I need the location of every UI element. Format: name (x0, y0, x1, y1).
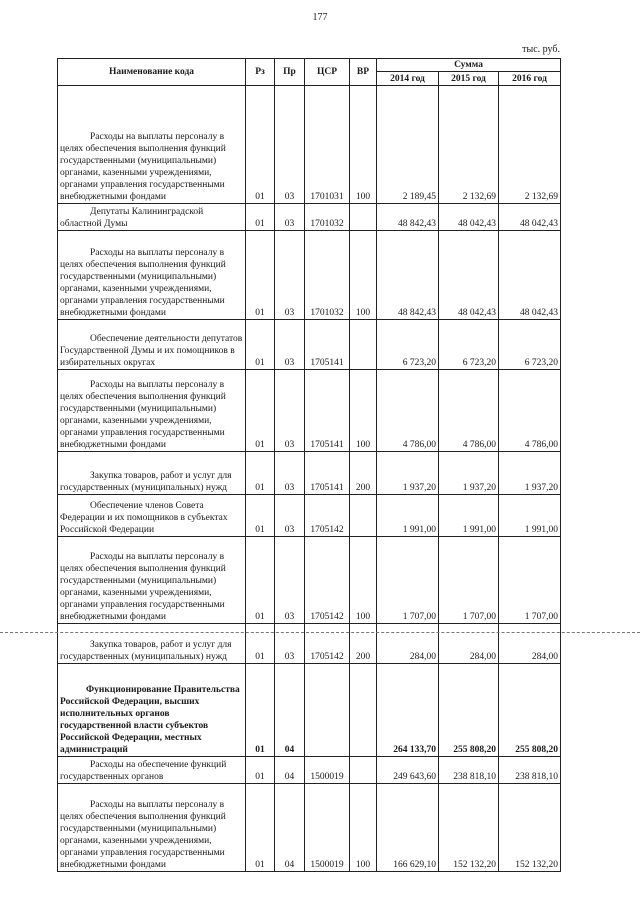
row-2014: 6 723,20 (377, 320, 439, 370)
table-row (58, 784, 561, 872)
row-pr: 03 (275, 320, 305, 370)
row-2015: 1 707,00 (439, 537, 499, 624)
row-rz: 01 (246, 86, 275, 204)
row-vr: 100 (350, 784, 377, 872)
row-2015: 152 132,20 (439, 784, 499, 872)
row-rz: 01 (246, 664, 275, 757)
header-rz: Рз (246, 59, 275, 86)
row-rz: 01 (246, 320, 275, 370)
row-2015: 2 132,69 (439, 86, 499, 204)
row-2016: 1 937,20 (499, 452, 561, 495)
row-csr (305, 664, 350, 757)
row-csr: 1705142 (305, 537, 350, 624)
row-2015: 6 723,20 (439, 320, 499, 370)
row-2014: 48 842,43 (377, 231, 439, 320)
row-pr: 03 (275, 624, 305, 664)
row-vr: 100 (350, 370, 377, 452)
row-vr (350, 664, 377, 757)
table-row (58, 495, 561, 537)
row-csr: 1705141 (305, 370, 350, 452)
budget-table (57, 58, 561, 872)
table-row (58, 370, 561, 452)
table-row (58, 231, 561, 320)
row-vr (350, 757, 377, 784)
row-csr: 1701032 (305, 231, 350, 320)
row-vr: 100 (350, 231, 377, 320)
table-row (58, 452, 561, 495)
row-2014: 166 629,10 (377, 784, 439, 872)
row-pr: 04 (275, 664, 305, 757)
row-2016: 2 132,69 (499, 86, 561, 204)
row-name: Обеспечение членов Совета Федерации и их помощников в субъектах Российской Федерации (58, 495, 246, 537)
row-pr: 03 (275, 452, 305, 495)
row-name: Обеспечение деятельности депутатов Государственной Думы и их помощников в избирательных округах (58, 320, 246, 370)
row-csr: 1500019 (305, 784, 350, 872)
row-2014: 284,00 (377, 624, 439, 664)
row-vr (350, 495, 377, 537)
row-2015: 255 808,20 (439, 664, 499, 757)
row-2015: 4 786,00 (439, 370, 499, 452)
row-csr: 1705142 (305, 495, 350, 537)
row-rz: 01 (246, 204, 275, 231)
header-2015: 2015 год (439, 72, 499, 86)
row-pr: 04 (275, 757, 305, 784)
row-2015: 48 042,43 (439, 204, 499, 231)
row-rz: 01 (246, 624, 275, 664)
row-2016: 255 808,20 (499, 664, 561, 757)
row-2016: 4 786,00 (499, 370, 561, 452)
row-2014: 4 786,00 (377, 370, 439, 452)
row-name: Расходы на выплаты персоналу в целях обеспечения выполнения функций государственными (муниципальными) органами, казенными учреждениями, органами управления государственными внебюджетными фондами (58, 537, 246, 624)
table-row (58, 664, 561, 757)
header-vr: ВР (350, 59, 377, 86)
row-name: Функционирование Правительства Российской Федерации, высших исполнительных органов государственной власти субъектов Российской Федерации, местных администраций (58, 664, 246, 757)
row-pr: 03 (275, 204, 305, 231)
row-2015: 1 937,20 (439, 452, 499, 495)
row-2016: 152 132,20 (499, 784, 561, 872)
header-name: Наименование кода (58, 59, 246, 86)
row-name: Закупка товаров, работ и услуг для государственных (муниципальных) нужд (58, 452, 246, 495)
table-row (58, 86, 561, 204)
row-2016: 238 818,10 (499, 757, 561, 784)
row-vr: 200 (350, 624, 377, 664)
row-name: Депутаты Калининградской областной Думы (58, 204, 246, 231)
row-name: Расходы на выплаты персоналу в целях обеспечения выполнения функций государственными (муниципальными) органами, казенными учреждениями, органами управления государственными внебюджетными фондами (58, 86, 246, 204)
row-name: Расходы на обеспечение функций государственных органов (58, 757, 246, 784)
table-row (58, 757, 561, 784)
row-2015: 1 991,00 (439, 495, 499, 537)
row-2015: 238 818,10 (439, 757, 499, 784)
row-2016: 1 991,00 (499, 495, 561, 537)
row-2016: 48 042,43 (499, 204, 561, 231)
table-row (58, 624, 561, 664)
row-csr: 1701032 (305, 204, 350, 231)
row-vr: 100 (350, 86, 377, 204)
header-2016: 2016 год (499, 72, 561, 86)
units-label: тыс. руб. (522, 44, 560, 55)
header-pr: Пр (275, 59, 305, 86)
row-2014: 48 842,43 (377, 204, 439, 231)
row-rz: 01 (246, 231, 275, 320)
row-name: Расходы на выплаты персоналу в целях обеспечения выполнения функций государственными (муниципальными) органами, казенными учреждениями, органами управления государственными внебюджетными фондами (58, 231, 246, 320)
row-rz: 01 (246, 495, 275, 537)
row-pr: 03 (275, 370, 305, 452)
row-vr (350, 320, 377, 370)
row-csr: 1705141 (305, 320, 350, 370)
row-rz: 01 (246, 784, 275, 872)
table-row (58, 320, 561, 370)
row-name: Расходы на выплаты персоналу в целях обеспечения выполнения функций государственными (муниципальными) органами, казенными учреждениями, органами управления государственными внебюджетными фондами (58, 784, 246, 872)
row-pr: 03 (275, 537, 305, 624)
row-2014: 264 133,70 (377, 664, 439, 757)
row-2016: 1 707,00 (499, 537, 561, 624)
dashed-cut-line (0, 632, 640, 633)
row-2016: 6 723,20 (499, 320, 561, 370)
row-rz: 01 (246, 370, 275, 452)
row-2016: 284,00 (499, 624, 561, 664)
row-vr: 200 (350, 452, 377, 495)
row-2014: 1 991,00 (377, 495, 439, 537)
row-csr: 1701031 (305, 86, 350, 204)
page-number: 177 (312, 12, 328, 23)
row-rz: 01 (246, 757, 275, 784)
row-2016: 48 042,43 (499, 231, 561, 320)
row-pr: 04 (275, 784, 305, 872)
table-row (58, 204, 561, 231)
row-csr: 1705141 (305, 452, 350, 495)
row-rz: 01 (246, 537, 275, 624)
row-2014: 1 707,00 (377, 537, 439, 624)
row-csr: 1500019 (305, 757, 350, 784)
row-rz: 01 (246, 452, 275, 495)
row-pr: 03 (275, 86, 305, 204)
row-2014: 249 643,60 (377, 757, 439, 784)
row-csr: 1705142 (305, 624, 350, 664)
row-2014: 1 937,20 (377, 452, 439, 495)
row-vr: 100 (350, 537, 377, 624)
row-2015: 48 042,43 (439, 231, 499, 320)
header-sum: Сумма (377, 59, 561, 72)
row-2014: 2 189,45 (377, 86, 439, 204)
header-2014: 2014 год (377, 72, 439, 86)
row-pr: 03 (275, 231, 305, 320)
header-csr: ЦСР (305, 59, 350, 86)
row-2015: 284,00 (439, 624, 499, 664)
row-pr: 03 (275, 495, 305, 537)
row-name: Закупка товаров, работ и услуг для государственных (муниципальных) нужд (58, 624, 246, 664)
row-name: Расходы на выплаты персоналу в целях обеспечения выполнения функций государственными (муниципальными) органами, казенными учреждениями, органами управления государственными внебюджетными фондами (58, 370, 246, 452)
table-row (58, 537, 561, 624)
row-vr (350, 204, 377, 231)
